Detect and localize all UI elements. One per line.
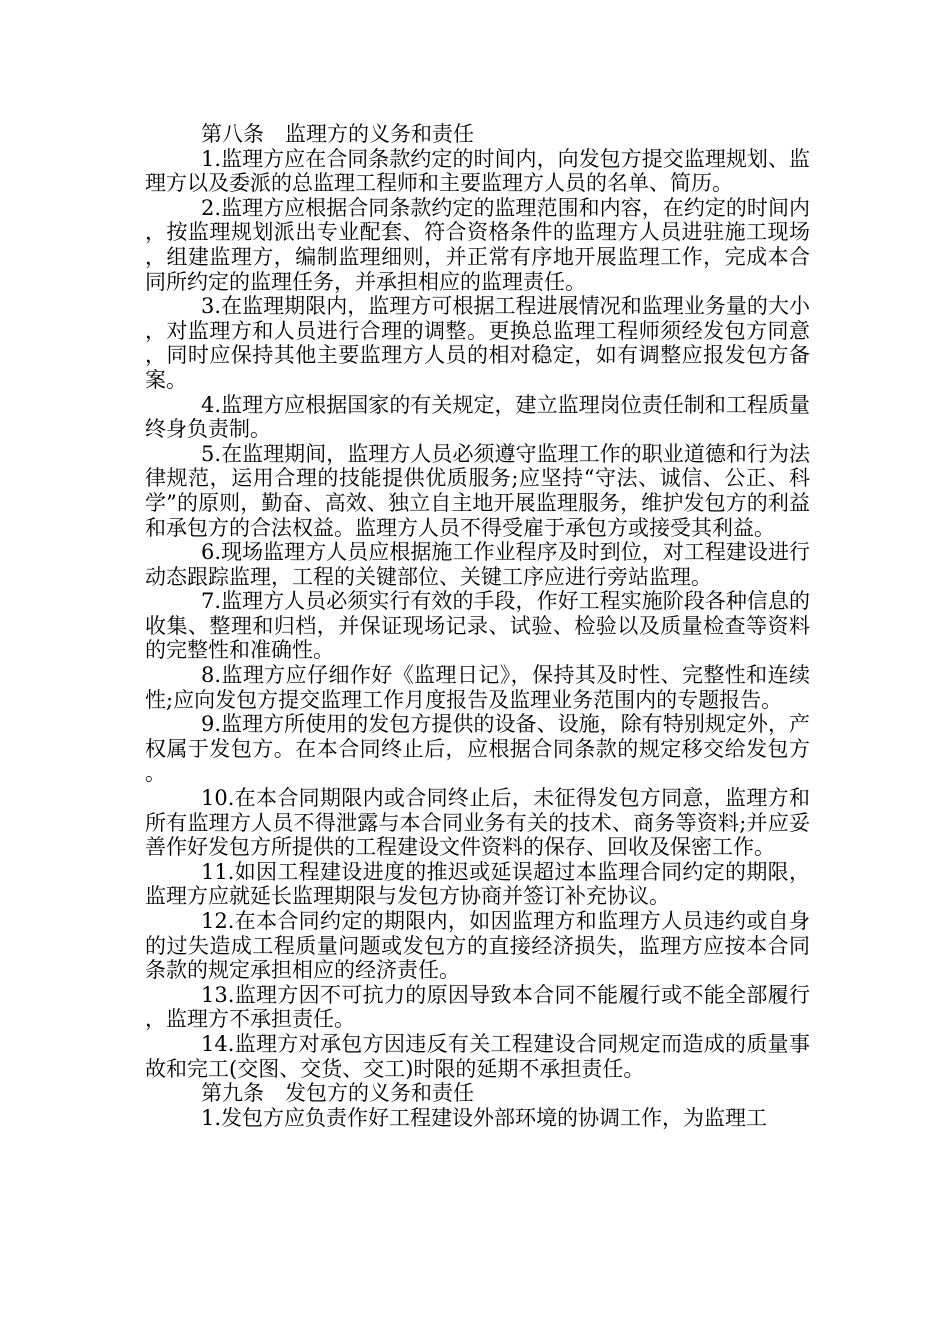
section-8-item-13: 13.监理方因不可抗力的原因导致本合同不能履行或不能全部履行，监理方不承担责任。	[145, 982, 810, 1032]
section-8-item-10: 10.在本合同期限内或合同终止后，未征得发包方同意，监理方和所有监理方人员不得泄露与本合同业务有关的技术、商务等资料;并应妥善作好发包方所提供的工程建设文件资料的保存、回收及保密工作。	[145, 786, 810, 860]
section-8-item-1: 1.监理方应在合同条款约定的时间内，向发包方提交监理规划、监理方以及委派的总监理工程师和主要监理方人员的名单、简历。	[145, 146, 810, 196]
section-9-heading: 第九条 发包方的义务和责任	[201, 1081, 474, 1106]
section-8-item-8: 8.监理方应仔细作好《监理日记》，保持其及时性、完整性和连续性;应向发包方提交监理工作月度报告及监理业务范围内的专题报告。	[145, 663, 810, 712]
section-8-item-3: 3.在监理期限内，监理方可根据工程进展情况和监理业务量的大小，对监理方和人员进行合理的调整。更换总监理工程师须经发包方同意，同时应保持其他主要监理方人员的相对稳定，如有调整应报发包方备案。	[145, 294, 810, 392]
section-8-item-2: 2.监理方应根据合同条款约定的监理范围和内容，在约定的时间内，按监理规划派出专业配套、符合资格条件的监理方人员进驻施工现场，组建监理方，编制监理细则，并正常有序地开展监理工作，完成本合同所约定的监理任务，并承担相应的监理责任。	[145, 195, 810, 294]
section-8-item-5: 5.在监理期间，监理方人员必须遵守监理工作的职业道德和行为法律规范，运用合理的技能提供优质服务;应坚持“守法、诚信、公正、科学”的原则，勤奋、高效、独立自主地开展监理服务，维护发包方的利益和承包方的合法权益。监理方人员不得受雇于承包方或接受其利益。	[145, 441, 810, 540]
section-8-item-9: 9.监理方所使用的发包方提供的设备、设施，除有特别规定外，产权属于发包方。在本合同终止后，应根据合同条款的规定移交给发包方。	[145, 712, 810, 786]
section-8-item-12: 12.在本合同约定的期限内，如因监理方和监理方人员违约或自身的过失造成工程质量问题或发包方的直接经济损失，监理方应按本合同条款的规定承担相应的经济责任。	[145, 909, 810, 983]
section-9-item-1: 1.发包方应负责作好工程建设外部环境的协调工作，为监理工	[201, 1105, 768, 1130]
section-8-item-6: 6.现场监理方人员应根据施工作业程序及时到位，对工程建设进行动态跟踪监理，工程的关键部位、关键工序应进行旁站监理。	[145, 540, 810, 589]
section-8-item-7: 7.监理方人员必须实行有效的手段，作好工程实施阶段各种信息的收集、整理和归档，并保证现场记录、试验、检验以及质量检查等资料的完整性和准确性。	[145, 589, 810, 663]
document-page	[145, 122, 810, 1130]
section-8-item-11: 11.如因工程建设进度的推迟或延误超过本监理合同约定的期限，监理方应就延长监理期限与发包方协商并签订补充协议。	[145, 859, 810, 909]
section-8-item-4: 4.监理方应根据国家的有关规定，建立监理岗位责任制和工程质量终身负责制。	[145, 392, 810, 442]
section-8-heading: 第八条 监理方的义务和责任	[201, 122, 474, 146]
section-8-item-14: 14.监理方对承包方因违反有关工程建设合同规定而造成的质量事故和完工(交图、交货、交工)时限的延期不承担责任。	[145, 1031, 810, 1081]
